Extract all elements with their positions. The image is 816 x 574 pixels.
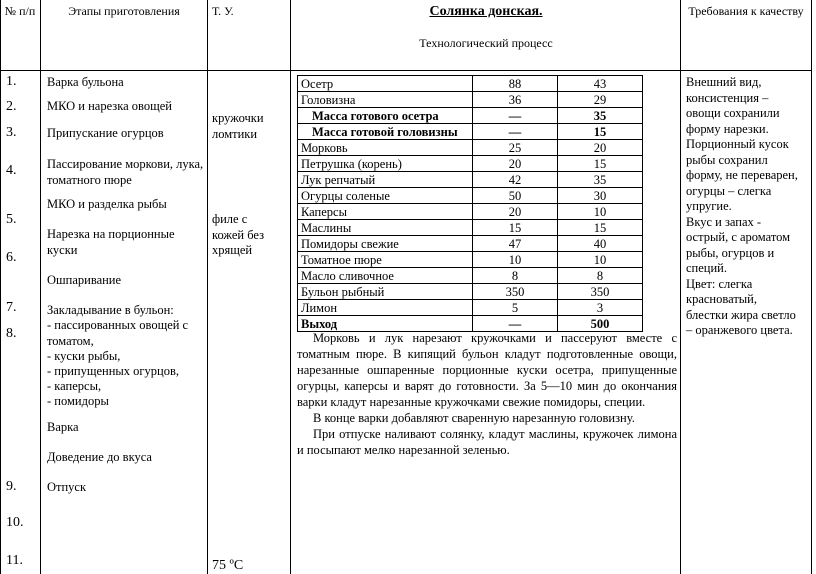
ingredient-name: Масло сливочное <box>298 268 473 284</box>
ingredient-row <box>298 140 643 156</box>
dish-title: Солянка донская. <box>429 4 543 19</box>
ingredient-name: Выход <box>298 316 473 332</box>
ingredient-gross: — <box>473 316 558 332</box>
tu-serving-temp: 75 ºС <box>212 558 244 573</box>
process-label: Технологический процесс <box>419 36 553 50</box>
row-num-7: 7. <box>6 300 17 315</box>
row-num-11: 11. <box>6 553 23 568</box>
stage-3: Припускание огурцов <box>47 126 164 140</box>
row-num-1: 1. <box>6 74 17 89</box>
ingredient-row <box>298 124 643 140</box>
process-paragraph-1: Морковь и лук нарезают кружочками и пассеруют вместе с томатным пюре. В кипящий бульон кладут подготовленные овощи, нарезанные ошпаренные порционные куски осетра, припущенные огурцы, каперсы и варят до готовности. За 5—10 мин до окончания варки кладут нарезанные кружочками свежие помидоры, специи. <box>297 331 677 409</box>
process-paragraph-2: В конце варки добавляют сваренную нарезанную головизну. <box>313 411 635 425</box>
header-tu: Т. У. <box>212 4 234 18</box>
stage-1: Варка бульона <box>47 75 124 89</box>
process-text <box>297 330 677 458</box>
requirement-taste: Вкус и запах - острый, с ароматом рыбы, огурцов и специй. <box>686 214 791 275</box>
ingredient-row <box>298 300 643 316</box>
grid-line-col3 <box>290 0 291 574</box>
requirement-color: Цвет: слегка красноватый, блестки жира светло – оранжевого цвета. <box>686 276 796 337</box>
ingredient-net: 3 <box>558 300 643 316</box>
row-num-2: 2. <box>6 99 17 114</box>
ingredient-name: Морковь <box>298 140 473 156</box>
ingredient-net: 10 <box>558 204 643 220</box>
grid-line-col4 <box>680 0 681 574</box>
ingredient-name: Масса готового осетра <box>298 108 473 124</box>
ingredient-row <box>298 236 643 252</box>
ingredient-gross: 42 <box>473 172 558 188</box>
quality-requirements <box>686 75 801 339</box>
stage-6: Нарезка на порционные куски <box>47 227 175 257</box>
ingredient-gross: 88 <box>473 76 558 92</box>
ingredient-row <box>298 252 643 268</box>
stage-11: Отпуск <box>47 480 87 494</box>
stage-8-sub-3: - припущенных огурцов, <box>47 364 180 378</box>
ingredient-net: 40 <box>558 236 643 252</box>
row-num-5: 5. <box>6 212 17 227</box>
stage-10: Доведение до вкуса <box>47 450 152 464</box>
header-stages: Этапы приготовления <box>68 4 180 18</box>
ingredient-gross: 25 <box>473 140 558 156</box>
stage-8: Закладывание в бульон: <box>47 303 174 317</box>
ingredient-net: 35 <box>558 172 643 188</box>
stage-9: Варка <box>47 420 79 434</box>
ingredient-net: 20 <box>558 140 643 156</box>
ingredient-gross: 8 <box>473 268 558 284</box>
ingredient-gross: 36 <box>473 92 558 108</box>
stage-8-sub-1: - пассированных овощей с томатом, <box>47 318 189 348</box>
grid-line-right <box>811 0 812 574</box>
ingredient-name: Петрушка (корень) <box>298 156 473 172</box>
ingredient-name: Томатное пюре <box>298 252 473 268</box>
ingredient-net: 8 <box>558 268 643 284</box>
header-requirements: Требования к качеству <box>688 4 804 18</box>
tu-veg-cut: кружочки ломтики <box>212 111 264 141</box>
ingredient-gross: 20 <box>473 204 558 220</box>
ingredient-row <box>298 284 643 300</box>
ingredient-gross: 47 <box>473 236 558 252</box>
ingredient-gross: — <box>473 124 558 140</box>
requirement-appearance: Внешний вид, консистенция – овощи сохранили форму нарезки. Порционный кусок рыбы сохранил форму, не переварен, огурцы – слегка упругие. <box>686 75 798 213</box>
row-num-9: 9. <box>6 479 17 494</box>
row-num-4: 4. <box>6 163 17 178</box>
ingredient-net: 15 <box>558 156 643 172</box>
ingredient-gross: 15 <box>473 220 558 236</box>
ingredient-name: Бульон рыбный <box>298 284 473 300</box>
ingredient-name: Осетр <box>298 76 473 92</box>
ingredient-gross: 5 <box>473 300 558 316</box>
ingredient-gross: 350 <box>473 284 558 300</box>
ingredient-name: Маслины <box>298 220 473 236</box>
row-num-10: 10. <box>6 515 24 530</box>
stage-8-sub-2: - куски рыбы, <box>47 349 121 363</box>
row-num-3: 3. <box>6 125 17 140</box>
ingredients-table <box>297 75 643 332</box>
ingredient-row <box>298 188 643 204</box>
header-num: № п/п <box>4 4 36 18</box>
grid-line-header <box>0 70 812 71</box>
process-paragraph-3: При отпуске наливают солянку, кладут маслины, кружочек лимона и посыпают мелко нарезанной зеленью. <box>297 427 677 457</box>
row-num-6: 6. <box>6 250 17 265</box>
ingredient-gross: 20 <box>473 156 558 172</box>
ingredient-gross: — <box>473 108 558 124</box>
ingredient-name: Лук репчатый <box>298 172 473 188</box>
ingredient-name: Помидоры свежие <box>298 236 473 252</box>
ingredient-net: 29 <box>558 92 643 108</box>
ingredient-row <box>298 220 643 236</box>
ingredient-name: Лимон <box>298 300 473 316</box>
grid-line-col2 <box>207 0 208 574</box>
stage-8-sub-4: - каперсы, <box>47 379 102 393</box>
ingredient-net: 350 <box>558 284 643 300</box>
ingredient-row <box>298 172 643 188</box>
ingredient-row <box>298 156 643 172</box>
ingredient-name: Масса готовой головизны <box>298 124 473 140</box>
ingredient-net: 43 <box>558 76 643 92</box>
ingredient-row <box>298 268 643 284</box>
tu-fish-cut: филе с кожей без хрящей <box>212 212 265 257</box>
grid-line-col1 <box>40 0 41 574</box>
ingredient-row <box>298 108 643 124</box>
stage-8-sub-5: - помидоры <box>47 394 109 408</box>
stage-7: Ошпаривание <box>47 273 122 287</box>
ingredient-row <box>298 204 643 220</box>
ingredient-net: 15 <box>558 124 643 140</box>
ingredient-net: 15 <box>558 220 643 236</box>
ingredient-net: 30 <box>558 188 643 204</box>
ingredient-net: 10 <box>558 252 643 268</box>
row-num-8: 8. <box>6 326 17 341</box>
ingredient-row <box>298 76 643 92</box>
stage-5: МКО и разделка рыбы <box>47 197 167 211</box>
stage-2: МКО и нарезка овощей <box>47 99 172 113</box>
ingredient-gross: 10 <box>473 252 558 268</box>
ingredient-name: Каперсы <box>298 204 473 220</box>
grid-line-left <box>0 0 1 574</box>
ingredient-gross: 50 <box>473 188 558 204</box>
ingredient-name: Головизна <box>298 92 473 108</box>
stage-4: Пассирование моркови, лука, томатного пюре <box>47 157 204 187</box>
ingredient-net: 35 <box>558 108 643 124</box>
ingredient-name: Огурцы соленые <box>298 188 473 204</box>
ingredient-net: 500 <box>558 316 643 332</box>
ingredient-row <box>298 92 643 108</box>
